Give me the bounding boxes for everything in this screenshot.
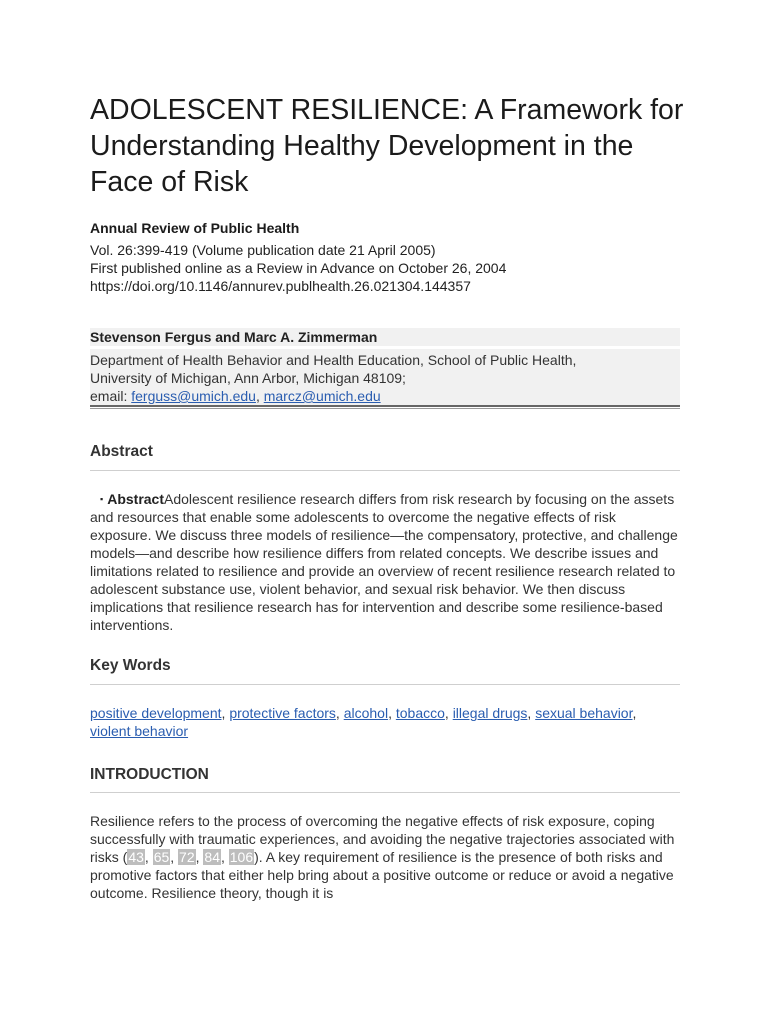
divider xyxy=(90,470,680,471)
keyword-link[interactable]: alcohol xyxy=(343,705,389,721)
reference-separator: , xyxy=(220,849,229,865)
volume-info: Vol. 26:399-419 (Volume publication date 21 April 2005) xyxy=(90,242,436,258)
keywords-heading: Key Words xyxy=(90,657,171,674)
abstract-body xyxy=(90,490,680,634)
email-label: email: xyxy=(90,388,132,404)
email-link-fergus[interactable]: ferguss@umich.edu xyxy=(131,388,256,404)
keyword-separator: , xyxy=(221,705,230,721)
introduction-body xyxy=(90,812,680,902)
affiliation-line-1: Department of Health Behavior and Health Education, School of Public Health, xyxy=(90,352,577,368)
reference-separator: , xyxy=(195,849,204,865)
divider xyxy=(90,792,680,793)
affiliation-line-2: University of Michigan, Ann Arbor, Michigan 48109; xyxy=(90,370,406,386)
intro-text-end: ). A key requirement of resilience is the presence of both risks and promotive factors that either help bring about a positive outcome or reduce or avoid a negative outcome. Resilience theory, though it is xyxy=(90,849,674,901)
abstract-lead-label: Abstract xyxy=(107,491,164,507)
reference-link[interactable]: 84 xyxy=(204,849,220,865)
keyword-link[interactable]: protective factors xyxy=(229,705,336,721)
keyword-separator: , xyxy=(335,705,344,721)
keyword-link[interactable]: sexual behavior xyxy=(535,705,633,721)
email-line xyxy=(90,387,576,405)
abstract-heading: Abstract xyxy=(90,443,153,460)
reference-separator: , xyxy=(170,849,179,865)
email-separator: , xyxy=(255,388,264,404)
keyword-separator: , xyxy=(632,705,637,721)
reference-separator: , xyxy=(144,849,153,865)
doi: https://doi.org/10.1146/annurev.publhealth.26.021304.144357 xyxy=(90,278,471,294)
keyword-link[interactable]: tobacco xyxy=(395,705,445,721)
divider xyxy=(90,405,680,407)
keyword-link[interactable]: positive development xyxy=(90,705,222,721)
abstract-lead xyxy=(100,491,164,507)
publish-date: First published online as a Review in Advance on October 26, 2004 xyxy=(90,260,507,276)
bullet-icon: ▪ xyxy=(100,494,104,504)
publication-meta xyxy=(90,241,506,295)
reference-link[interactable]: 72 xyxy=(179,849,195,865)
reference-link[interactable]: 65 xyxy=(153,849,170,865)
affiliation xyxy=(90,351,576,405)
introduction-heading: INTRODUCTION xyxy=(90,766,209,783)
intro-text-start: Resilience refers to the process of overcoming the negative effects of risk exposure, coping successfully with traumatic experiences, and avoiding the negative trajectories associated with risks ( xyxy=(90,813,675,865)
keyword-link[interactable]: violent behavior xyxy=(90,723,189,739)
email-link-zimmerman[interactable]: marcz@umich.edu xyxy=(263,388,381,404)
abstract-text: Adolescent resilience research differs from risk research by focusing on the assets and resources that enable some adolescents to overcome the negative effects of risk exposure. We discuss three models of resilience—the compensatory, protective, and challenge models—and describe how resilience differs from related concepts. We describe issues and limitations related to resilience and provide an overview of recent resilience research related to adolescent substance use, violent behavior, and sexual risk behavior. We then discuss implications that resilience research has for intervention and describe some resilience-based interventions. xyxy=(90,491,678,633)
article-title: ADOLESCENT RESILIENCE: A Framework for Understanding Healthy Development in the Face of Risk xyxy=(90,94,684,198)
keywords-list xyxy=(90,704,680,740)
keyword-link[interactable]: illegal drugs xyxy=(452,705,528,721)
keyword-separator: , xyxy=(527,705,536,721)
journal-name: Annual Review of Public Health xyxy=(90,220,300,236)
keyword-separator: , xyxy=(444,705,453,721)
authors: Stevenson Fergus and Marc A. Zimmerman xyxy=(90,329,378,345)
divider xyxy=(90,408,680,409)
divider xyxy=(90,684,680,685)
reference-link[interactable]: 43 xyxy=(128,849,144,865)
keyword-separator: , xyxy=(388,705,396,721)
reference-link[interactable]: 106 xyxy=(229,849,254,865)
